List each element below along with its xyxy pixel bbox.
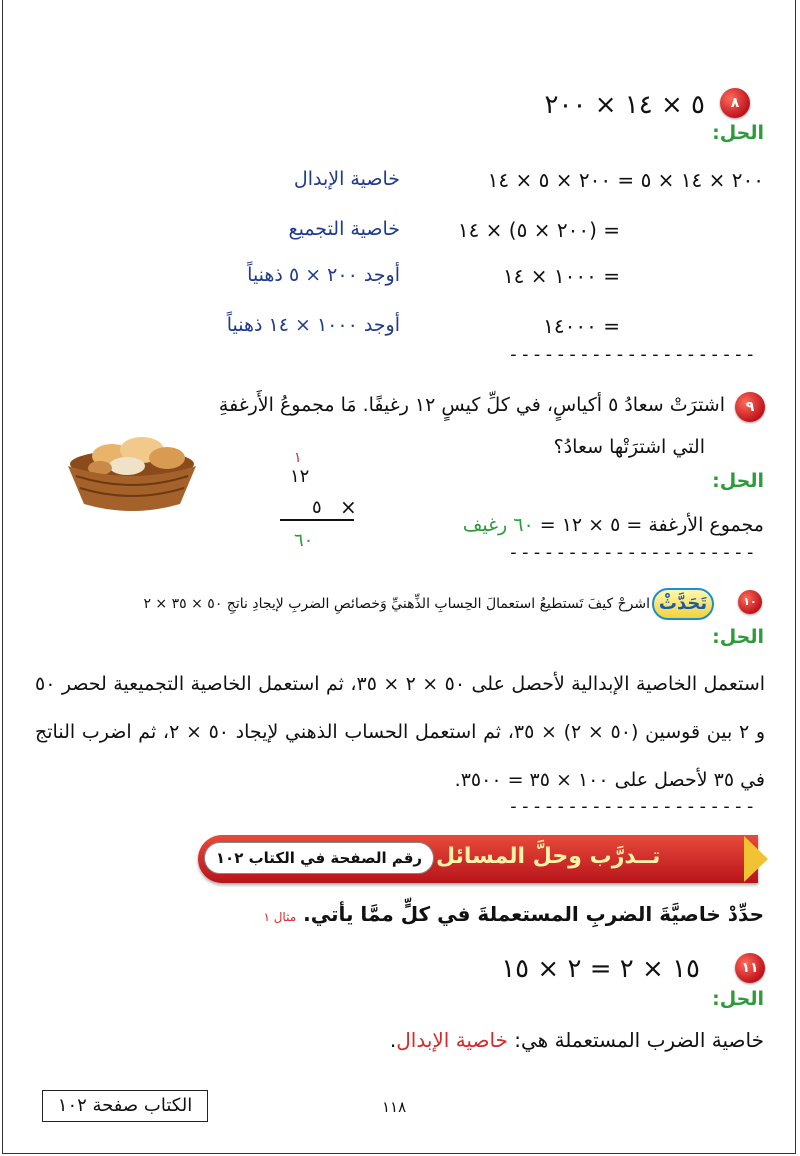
q8-step-2-note: خاصية التجميع	[288, 218, 400, 240]
q9-multiplier: ٥	[312, 497, 322, 518]
page-number: ١١٨	[382, 1098, 407, 1116]
q8-step-3-note: أوجد ٢٠٠ × ٥ ذهنياً	[247, 264, 400, 286]
q9-times-sign: ×	[340, 495, 357, 519]
q9-answer-prefix: مجموع الأرغفة = ٥ × ١٢ =	[539, 514, 764, 536]
question-8-problem: ٥ × ١٤ × ٢٠٠	[544, 90, 705, 120]
q8-step-4-note: أوجد ١٠٠٠ × ١٤ ذهنياً	[226, 314, 400, 336]
question-11-solution-label: الحل:	[712, 988, 764, 1010]
q11-answer-prefix: خاصية الضرب المستعملة هي:	[514, 1028, 764, 1052]
q8-step-2-expr: = (٢٠٠ × ٥) × ١٤	[457, 218, 620, 242]
instruction-example-ref: مثال ١	[263, 910, 297, 924]
question-11-problem: ١٥ × ٢ = ٢ × ١٥	[501, 954, 700, 984]
exercise-instruction	[263, 902, 764, 926]
q9-product: ٦٠	[294, 530, 314, 551]
separator-3: ---------------------	[508, 796, 757, 817]
question-9-solution-label: الحل:	[712, 470, 764, 492]
q9-multiplication-bar	[280, 519, 354, 521]
book-page-reference: الكتاب صفحة ١٠٢	[42, 1090, 208, 1122]
question-9-answer	[463, 514, 764, 536]
question-10-badge: ١٠	[738, 590, 762, 614]
q8-step-3-expr: = ١٠٠٠ × ١٤	[502, 264, 620, 288]
question-10-prompt: اشرحْ كيفَ تَستطيعُ استعمالَ الحِسابِ الذِّهنيِّ وَخصائصِ الضربِ لإيجادِ ناتجِ ٥٠ × ٣٥ × ٢	[143, 596, 650, 612]
banner-arrow-icon	[744, 836, 768, 882]
q8-step-4-expr: = ١٤٠٠٠	[543, 314, 620, 338]
question-10-answer: استعمل الخاصية الإبدالية لأحصل على ٥٠ × ٢ × ٣٥، ثم استعمل الخاصية التجميعية لحصر ٥٠ و ٢ بين قوسين (٥٠ × ٢) × ٣٥، ثم استعمل الحساب الذهني لإيجاد ٥٠ × ٢، ثم اضرب الناتج في ٣٥ لأحصل على ١٠٠ × ٣٥ = ٣٥٠٠.	[35, 673, 766, 791]
question-9-line-2: التي اشترَتْها سعادُ؟	[553, 436, 705, 458]
talk-about-it-tag: تَحَدَّثْ	[652, 588, 714, 620]
separator-1: ---------------------	[508, 344, 757, 365]
q11-answer-value: خاصية الإبدال	[396, 1028, 508, 1052]
question-8-solution-label: الحل:	[712, 122, 764, 144]
question-9-badge: ٩	[735, 392, 765, 422]
bread-basket-image	[62, 426, 202, 516]
question-11-answer	[390, 1028, 764, 1052]
q8-step-1-expr: ٢٠٠ × ١٤ × ٥ = ٢٠٠ × ٥ × ١٤	[487, 168, 764, 192]
q9-multiplicand: ١٢	[290, 466, 310, 487]
q9-carry-digit: ١	[294, 450, 302, 466]
practice-banner-title: تــدرَّب وحلَّ المسائل	[436, 844, 661, 869]
question-9-line-1: اشترَتْ سعادُ ٥ أكياسٍ، في كلِّ كيسٍ ١٢ رغيفًا. مَا مجموعُ الأَرغفةِ	[218, 394, 725, 416]
practice-banner-page-ref: رقم الصفحة في الكتاب ١٠٢	[204, 842, 434, 874]
separator-2: ---------------------	[508, 542, 757, 563]
instruction-text: حدِّدْ خاصيَّةَ الضربِ المستعملةَ في كلٍّ ممَّا يأتي.	[303, 902, 764, 926]
q8-step-1-note: خاصية الإبدال	[293, 168, 400, 190]
q11-answer-end: .	[389, 1028, 397, 1052]
question-10-solution-label: الحل:	[712, 626, 764, 648]
question-8-badge: ٨	[720, 88, 750, 118]
q9-answer-value: ٦٠ رغيف	[462, 514, 534, 536]
question-11-badge: ١١	[735, 953, 765, 983]
